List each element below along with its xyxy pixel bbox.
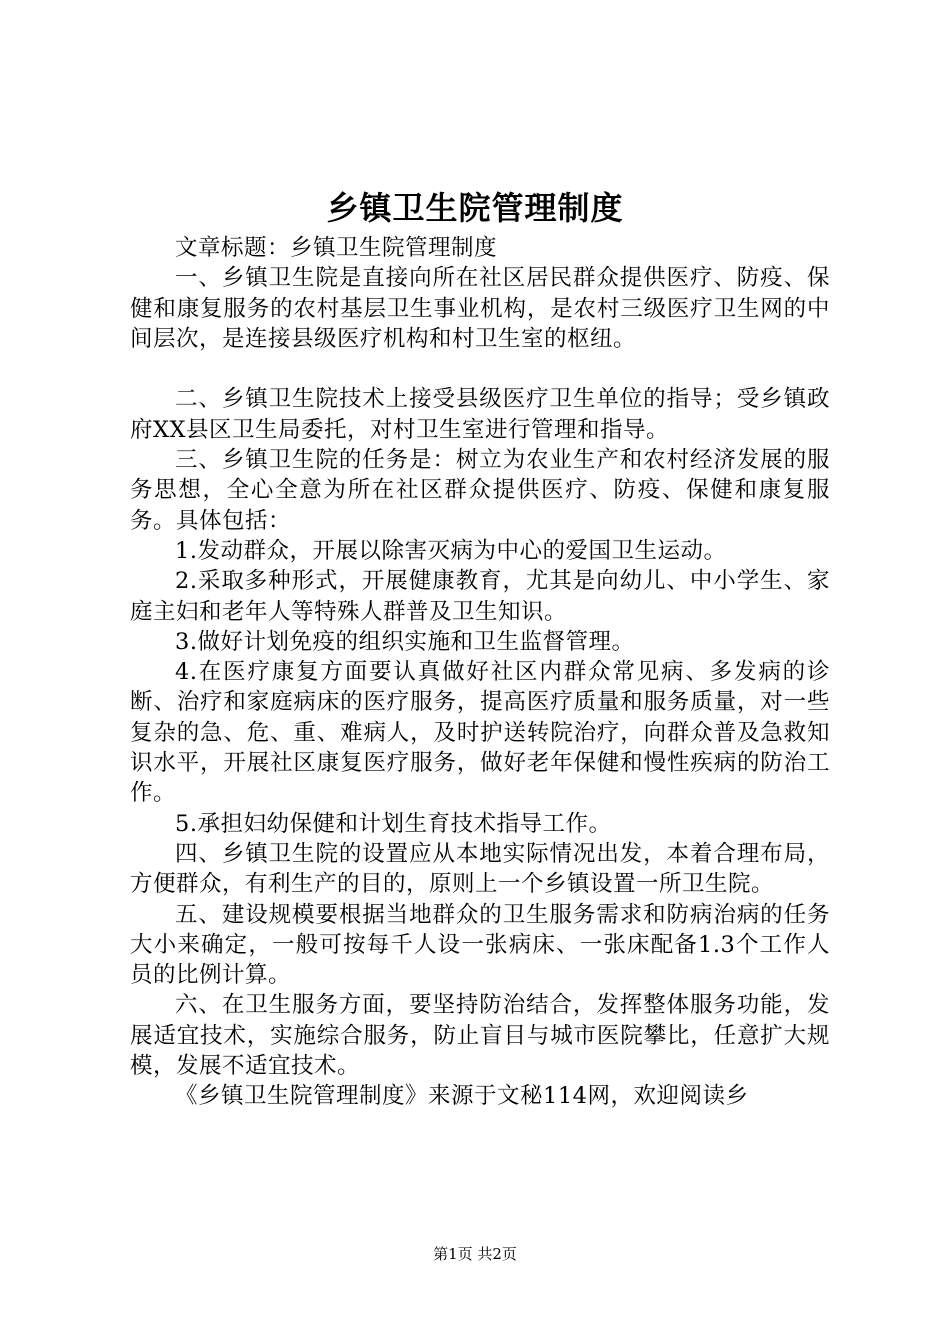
paragraph-6: 六、在卫生服务方面，要坚持防治结合，发挥整体服务功能，发展适宜技术，实施综合服务，防止盲目与城市医院攀比，任意扩大规模，发展不适宜技术。 [130, 992, 830, 1080]
paragraph-4: 四、乡镇卫生院的设置应从本地实际情况出发，本着合理布局，方便群众，有利生产的目的，原则上一个乡镇设置一所卫生院。 [130, 840, 830, 898]
blank-line [130, 354, 830, 384]
paragraph-2: 二、乡镇卫生院技术上接受县级医疗卫生单位的指导；受乡镇政府XX县区卫生局委托，对村卫生室进行管理和指导。 [130, 386, 830, 443]
list-item-4: 4.在医疗康复方面要认真做好社区内群众常见病、多发病的诊断、治疗和家庭病床的医疗服务，提高医疗质量和服务质量，对一些复杂的急、危、重、难病人，及时护送转院治疗，向群众普及急救知识水平，开展社区康复医疗服务，做好老年保健和慢性疾病的防治工作。 [130, 659, 830, 807]
list-item-5: 5.承担妇幼保健和计划生育技术指导工作。 [175, 810, 612, 837]
list-item-2: 2.采取多种形式，开展健康教育，尤其是向幼儿、中小学生、家庭主妇和老年人等特殊人群普及卫生知识。 [130, 568, 830, 625]
document-title: 乡镇卫生院管理制度 [326, 189, 624, 227]
list-item-1: 1.发动群众，开展以除害灭病为中心的爱国卫生运动。 [175, 537, 727, 564]
paragraph-5: 五、建设规模要根据当地群众的卫生服务需求和防病治病的任务大小来确定，一般可按每千人设一张病床、一张床配备1.3个工作人员的比例计算。 [130, 901, 830, 989]
source-note: 《乡镇卫生院管理制度》来源于文秘114网，欢迎阅读乡 [175, 1083, 749, 1110]
list-item-3: 3.做好计划免疫的组织实施和卫生监督管理。 [175, 628, 635, 655]
document-body [130, 233, 830, 1112]
paragraph-3: 三、乡镇卫生院的任务是：树立为农业生产和农村经济发展的服务思想，全心全意为所在社区群众提供医疗、防疫、保健和康复服务。具体包括： [130, 447, 830, 534]
article-title-line: 文章标题：乡镇卫生院管理制度 [175, 235, 498, 261]
paragraph-1: 一、乡镇卫生院是直接向所在社区居民群众提供医疗、防疫、保健和康复服务的农村基层卫生事业机构，是农村三级医疗卫生网的中间层次，是连接县级医疗机构和村卫生室的枢纽。 [130, 265, 830, 352]
page-footer: 第1页 共2页 [433, 1245, 517, 1263]
